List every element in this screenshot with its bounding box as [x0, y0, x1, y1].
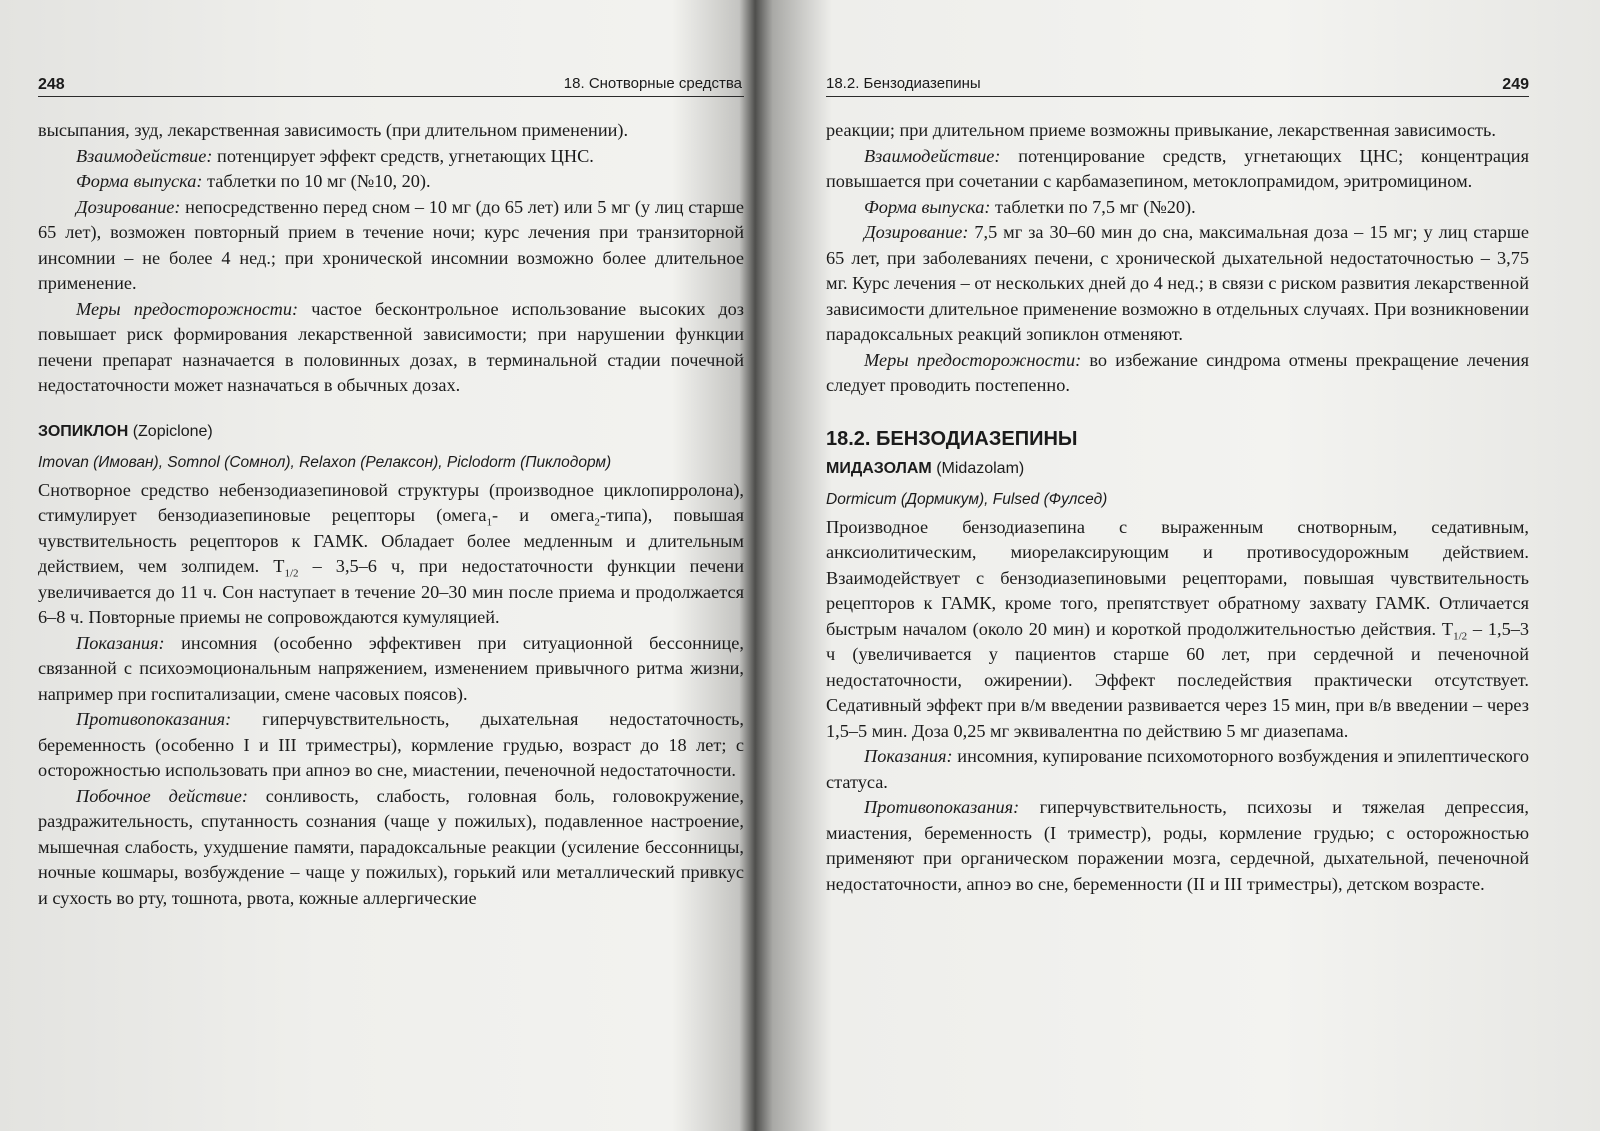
description-text: -типа), повышая чувствительность рецепторов к ГАМК. Обладает более медленным и длительным действием, чем золпидем. T	[38, 505, 744, 576]
drug-latin-name: (Zopiclone)	[132, 422, 213, 440]
drug-name: МИДАЗОЛАМ	[826, 459, 932, 477]
paragraph-text: непосредственно перед сном – 10 мг (до 65 лет) или 5 мг (у лиц старше 65 лет), возможен повторный прием в течение ночи; курс лечения при транзиторной инсомнии – не более 4 нед.; при хронической инсомнии возможно более длительное применение.	[38, 196, 744, 293]
trade-names: Dormicum (Дормикум), Fulsed (Фулсед)	[826, 490, 1108, 508]
description-text: - и омега	[491, 505, 595, 525]
running-head	[38, 68, 744, 97]
paragraph-lead: Форма выпуска:	[76, 171, 203, 191]
chapter-header: 18.2. Бензодиазепины	[826, 75, 981, 92]
paragraph-text: гиперчувствительность, дыхательная недостаточность, беременность (особенно I и III триместры), кормление грудью, возраст до 18 лет; с осторожностью использовать при апноэ во сне, миастении, печеночной недостаточности.	[38, 709, 744, 780]
paragraph-lead: Противопоказания:	[76, 709, 232, 729]
dosage-paragraph	[826, 220, 1529, 348]
left-page	[38, 0, 744, 1131]
paragraph-lead: Дозирование:	[76, 196, 181, 217]
paragraph-lead: Противопоказания:	[864, 797, 1020, 817]
description-text: Производное бензодиазепина с выраженным снотворным, седативным, анксиолитическим, миорелаксирующим и противосудорожным действием. Взаимодействует с бензодиазепиновыми рецепторами, повышая чувствительность рецепторов к ГАМК, кроме того, препятствует обратному захвату ГАМК. Отличается быстрым началом (около 20 мин) и короткой продолжительностью действия. T	[826, 516, 1529, 639]
contraindications-paragraph	[826, 795, 1529, 897]
description-text: – 1,5–3 ч (увеличивается у пациентов старше 60 лет, при сердечной и печеночной недостаточности, ожирении). Эффект последействия практически отсутствует. Седативный эффект при в/м введении развивается через 15 мин, при в/в введении – через 1,5–5 мин. Доза 0,25 мг эквивалентна по действию 5 мг диазепама.	[826, 618, 1530, 741]
description-text: – 3,5–6 ч, при недостаточности функции печени увеличивается до 11 ч. Сон наступает в течение 20–30 мин после приема и продолжается 6–8 ч. Повторные приемы не сопровождаются кумуляцией.	[38, 556, 744, 627]
paragraph-lead: Взаимодействие:	[76, 145, 213, 166]
paragraph-text: гиперчувствительность, психозы и тяжелая депрессия, миастения, беременность (I триместр), роды, кормление грудью; с осторожностью применяют при органическом поражении мозга, сердечной, дыхательной, печеночной недостаточности, апноэ во сне, беременности (II и III триместры), детском возрасте.	[826, 797, 1529, 894]
page-body	[38, 118, 744, 911]
trade-names: Imovan (Имован), Somnol (Сомнол), Relaxon (Релаксон), Piclodorm (Пиклодорм)	[38, 453, 612, 471]
paragraph-text: таблетки по 7,5 мг (№20).	[990, 196, 1196, 217]
continuation-paragraph: высыпания, зуд, лекарственная зависимость (при длительном применении).	[38, 120, 629, 140]
paragraph-lead: Показания:	[76, 632, 165, 653]
drug-heading	[826, 457, 1529, 481]
paragraph-text: потенцирование средств, угнетающих ЦНС; концентрация повышается при сочетании с карбамазепином, метоклопрамидом, эритромицином.	[826, 145, 1529, 191]
interaction-paragraph	[38, 144, 744, 170]
subscript: 1/2	[284, 567, 299, 580]
section-title: 18.2. БЕНЗОДИАЗЕПИНЫ	[826, 427, 1078, 450]
dosage-paragraph	[38, 195, 744, 297]
paragraph-text: таблетки по 10 мг (№10, 20).	[202, 171, 431, 191]
precautions-paragraph	[38, 297, 744, 399]
paragraph-text: инсомния (особенно эффективен при ситуационной бессоннице, связанной с психоэмоциональным напряжением, изменением привычного ритма жизни, например при госпитализации, смене часовых поясов).	[38, 632, 744, 704]
paragraph-lead: Форма выпуска:	[864, 196, 991, 217]
paragraph-text: сонливость, слабость, головная боль, головокружение, раздражительность, спутанность сознания (чаще у пожилых), подавленное настроение, мышечная слабость, ухудшение памяти, парадоксальные реакции (усиление бессонницы, ночные кошмары, возбуждение – чаще у пожилых), горький или металлический привкус и сухость во рту, тошнота, рвота, кожные аллергические	[38, 785, 744, 908]
page-body	[826, 118, 1529, 897]
description-text: Снотворное средство небензодиазепиновой структуры (производное циклопирролона), стимулирует бензодиазепиновые рецепторы (омега	[38, 479, 744, 525]
precautions-paragraph	[826, 348, 1529, 399]
paragraph-lead: Побочное действие:	[76, 785, 248, 806]
paragraph-text: инсомния, купирование психомоторного возбуждения и эпилептического статуса.	[826, 746, 1529, 792]
subscript: 1	[486, 516, 492, 529]
paragraph-text: 7,5 мг за 30–60 мин до сна, максимальная доза – 15 мг; у лиц старше 65 лет, при заболеваниях печени, с хронической дыхательной недостаточностью – 3,75 мг. Курс лечения – от нескольких дней до 4 нед.; в связи с риском развития лекарственной зависимости длительное применение возможно в отдельных случаях. При возникновении парадоксальных реакций зопиклон отменяют.	[826, 222, 1529, 344]
release-form-paragraph	[38, 169, 744, 195]
paragraph-lead: Взаимодействие:	[864, 145, 1001, 166]
running-head	[826, 68, 1529, 97]
page-number: 249	[1502, 76, 1529, 93]
subscript: 2	[594, 516, 600, 529]
subscript: 1/2	[1453, 630, 1468, 643]
drug-description	[38, 478, 744, 631]
side-effects-paragraph	[38, 784, 744, 912]
indications-paragraph	[826, 744, 1529, 795]
drug-latin-name: (Midazolam)	[936, 459, 1025, 477]
paragraph-text: частое бесконтрольное использование высоких доз повышает риск формирования лекарственной зависимости; при нарушении функции печени препарат назначается в половинных дозах, в терминальной стадии почечной недостаточности может назначаться в обычных дозах.	[38, 298, 745, 395]
paragraph-lead: Дозирование:	[864, 222, 969, 242]
drug-heading	[38, 420, 744, 444]
paragraph-text: во избежание синдрома отмены прекращение лечения следует проводить постепенно.	[826, 349, 1529, 395]
drug-name: ЗОПИКЛОН	[38, 422, 129, 440]
contraindications-paragraph	[38, 707, 744, 784]
drug-description	[826, 515, 1529, 745]
chapter-header: 18. Снотворные средства	[563, 75, 742, 92]
release-form-paragraph	[826, 195, 1529, 221]
continuation-paragraph: реакции; при длительном приеме возможны привыкание, лекарственная зависимость.	[826, 120, 1496, 140]
page-number: 248	[38, 76, 65, 93]
interaction-paragraph	[826, 144, 1529, 195]
right-page	[826, 0, 1529, 1131]
paragraph-lead: Меры предосторожности:	[76, 298, 299, 319]
paragraph-lead: Показания:	[864, 746, 953, 766]
paragraph-lead: Меры предосторожности:	[864, 349, 1082, 370]
indications-paragraph	[38, 631, 744, 708]
paragraph-text: потенцирует эффект средств, угнетающих ЦНС.	[212, 145, 594, 166]
